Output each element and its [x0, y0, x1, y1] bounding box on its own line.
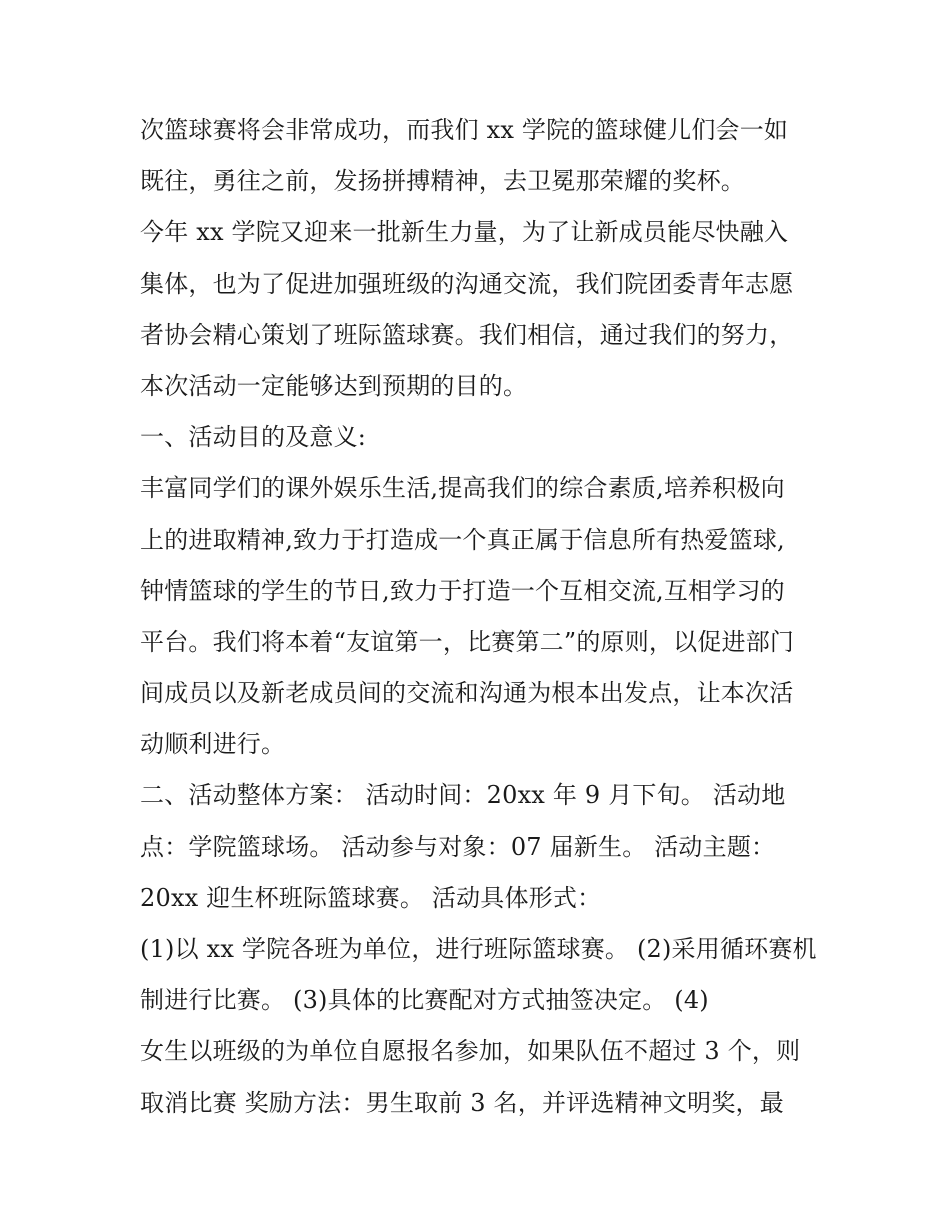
text-line: 既往，勇往之前，发扬拼搏精神，去卫冕那荣耀的奖杯。: [140, 167, 745, 196]
text-line: (1)以 xx 学院各班为单位，进行班际篮球赛。 (2)采用循环赛机: [140, 935, 817, 963]
section-heading: 二、活动整体方案： 活动时间：20xx 年 9 月下旬。 活动地: [140, 781, 786, 810]
text-line: 女生以班级的为单位自愿报名参加，如果队伍不超过 3 个，则: [140, 1037, 801, 1066]
text-line: 20xx 迎生杯班际篮球赛。 活动具体形式：: [140, 883, 602, 912]
document-body: [140, 105, 830, 1129]
text-line: 上的进取精神,致力于打造成一个真正属于信息所有热爱篮球,: [140, 525, 785, 554]
text-line: 制进行比赛。 (3)具体的比赛配对方式抽签决定。 (4): [140, 986, 709, 1015]
text-line: 次篮球赛将会非常成功，而我们 xx 学院的篮球健儿们会一如: [140, 116, 789, 144]
text-line: 动顺利进行。: [140, 730, 286, 759]
text-line: 平台。我们将本着“友谊第一，比赛第二”的原则，以促进部门: [140, 627, 795, 656]
text-line: 集体，也为了促进加强班级的沟通交流，我们院团委青年志愿: [140, 269, 794, 298]
text-line: 点：学院篮球场。 活动参与对象：07 届新生。 活动主题：: [140, 832, 776, 861]
text-line: 间成员以及新老成员间的交流和沟通为根本出发点，让本次活: [140, 679, 794, 708]
text-line: 取消比赛 奖励方法：男生取前 3 名，并评选精神文明奖，最: [140, 1088, 784, 1117]
section-heading: 一、活动目的及意义:: [140, 423, 367, 452]
text-line: 本次活动一定能够达到预期的目的。: [140, 371, 528, 400]
text-line: 今年 xx 学院又迎来一批新生力量，为了让新成员能尽快融入: [140, 218, 789, 247]
text-line: 者协会精心策划了班际篮球赛。我们相信，通过我们的努力，: [140, 320, 794, 349]
text-line: 钟情篮球的学生的节日,致力于打造一个互相交流,互相学习的: [140, 576, 785, 605]
text-line: 丰富同学们的课外娱乐生活,提高我们的综合素质,培养积极向: [140, 474, 785, 503]
